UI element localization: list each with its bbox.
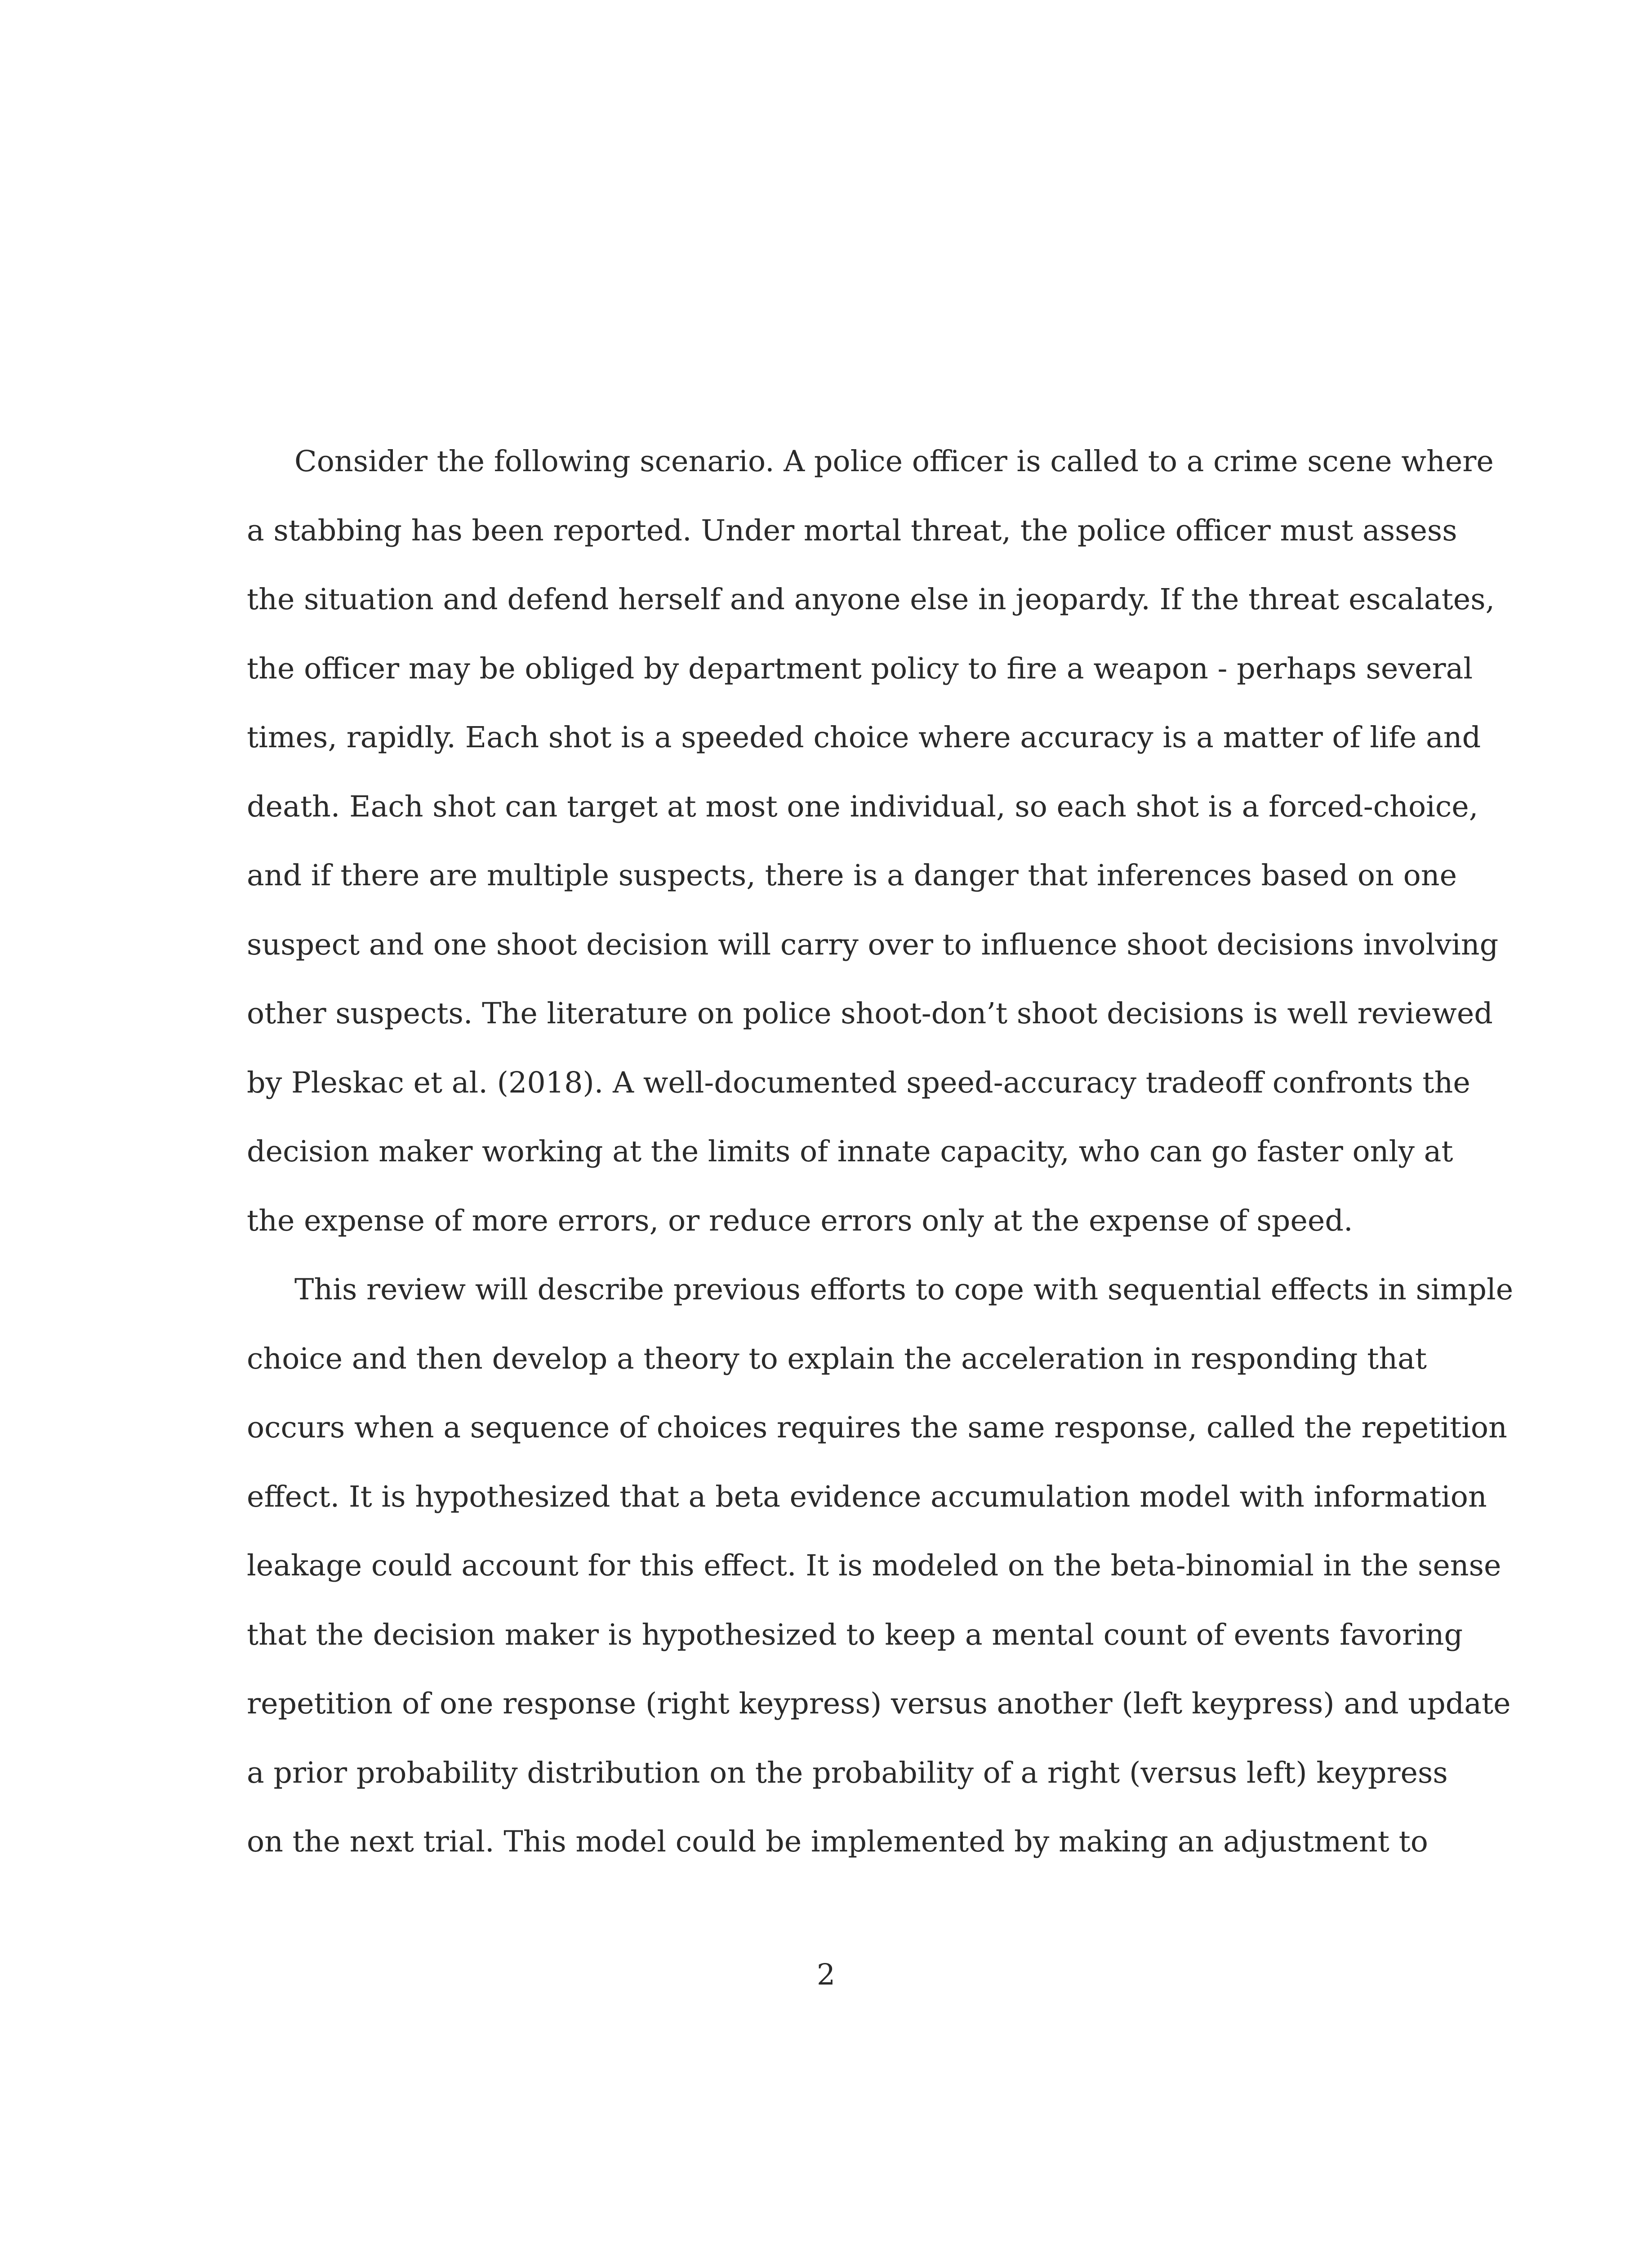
body-text: [247, 427, 1514, 1877]
text-line: times, rapidly. Each shot is a speeded choice where accuracy is a matter of life and: [247, 721, 1481, 754]
text-line: a prior probability distribution on the probability of a right (versus left) keypress: [247, 1756, 1448, 1790]
text-line: other suspects. The literature on police shoot-don’t shoot decisions is well reviewed: [247, 997, 1493, 1030]
text-line: the situation and defend herself and anyone else in jeopardy. If the threat escalates,: [247, 583, 1495, 616]
text-line: Consider the following scenario. A police officer is called to a crime scene where: [294, 445, 1494, 478]
text-line: the expense of more errors, or reduce errors only at the expense of speed.: [247, 1204, 1353, 1238]
text-line: a stabbing has been reported. Under mortal threat, the police officer must assess: [247, 513, 1457, 548]
text-line: occurs when a sequence of choices requires the same response, called the repetition: [247, 1411, 1507, 1445]
paragraph-2: [247, 1255, 1514, 1877]
text-line: leakage could account for this effect. It is modeled on the beta-binomial in the sense: [247, 1549, 1501, 1583]
page-number: 2: [816, 1958, 836, 1992]
text-line: decision maker working at the limits of innate capacity, who can go faster only at: [247, 1135, 1453, 1169]
text-line: by Pleskac et al. (2018). A well-documented speed-accuracy tradeoff confronts the: [247, 1066, 1470, 1100]
text-line: that the decision maker is hypothesized to keep a mental count of events favoring: [247, 1618, 1463, 1652]
text-line: death. Each shot can target at most one individual, so each shot is a forced-choice,: [247, 789, 1478, 824]
text-line: the officer may be obliged by department policy to fire a weapon - perhaps several: [247, 651, 1473, 686]
paragraph-1: [247, 427, 1499, 1255]
text-line: and if there are multiple suspects, there is a danger that inferences based on one: [247, 859, 1457, 892]
text-line: effect. It is hypothesized that a beta evidence accumulation model with information: [247, 1480, 1487, 1514]
text-line: suspect and one shoot decision will carry over to influence shoot decisions involving: [247, 928, 1499, 962]
text-line: repetition of one response (right keypress) versus another (left keypress) and update: [247, 1687, 1511, 1721]
text-line: on the next trial. This model could be implemented by making an adjustment to: [247, 1825, 1428, 1859]
text-line: choice and then develop a theory to explain the acceleration in responding that: [247, 1342, 1427, 1376]
text-line: This review will describe previous efforts to cope with sequential effects in simple: [294, 1273, 1514, 1307]
